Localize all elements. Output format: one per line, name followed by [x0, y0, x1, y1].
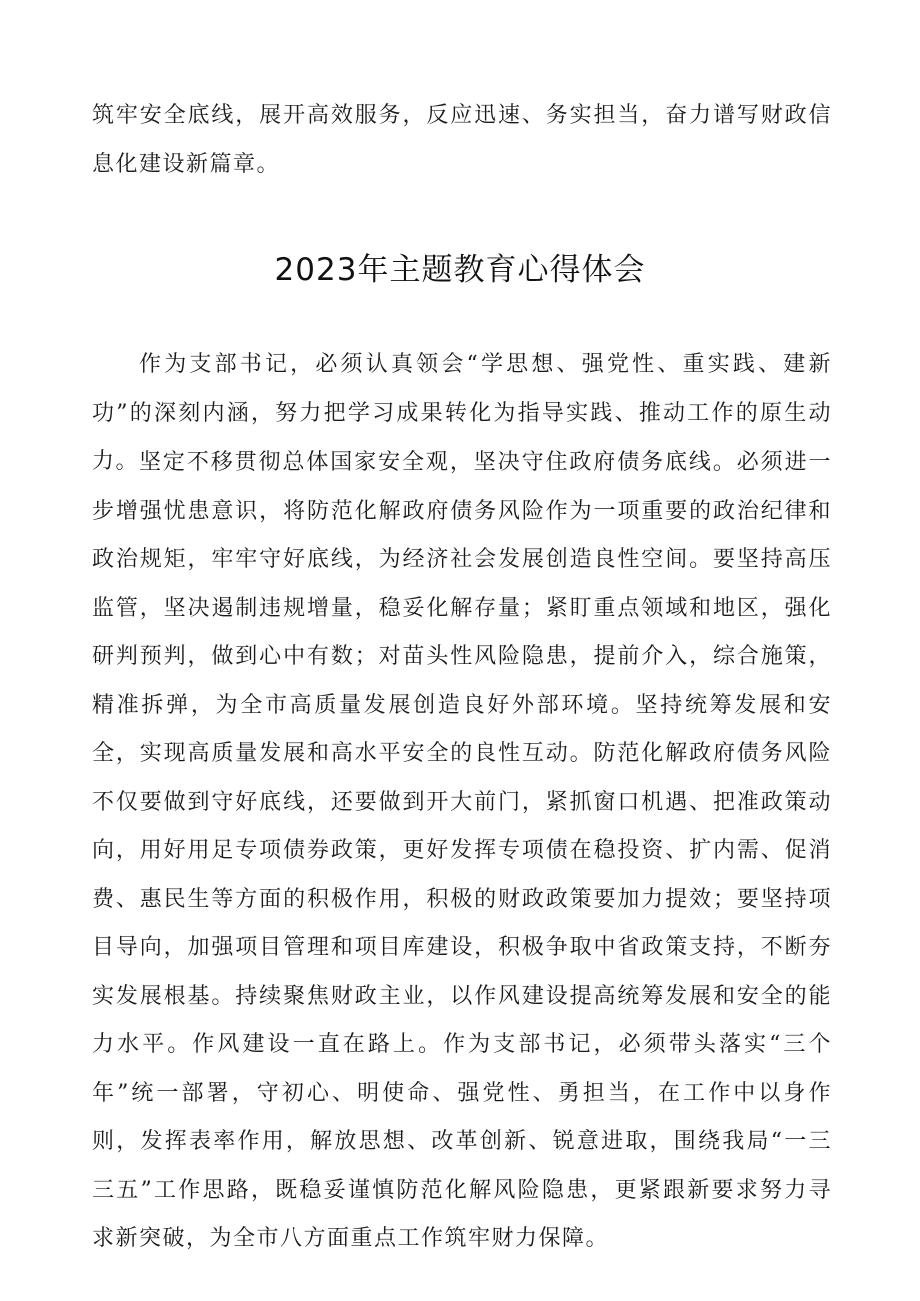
page-title: 2023年主题教育心得体会: [274, 252, 646, 288]
body-paragraph-2: 坚定不移贯彻总体国家安全观，坚决守住政府债务底线。必须进一步增强忧患意识，将防范化解政府债务风险作为一项重要的政治纪律和政治规矩，牢牢守好底线，为经济社会发展创造良性空间。要坚持高压监管，坚决遏制违规增量，稳妥化解存量；紧盯重点领域和地区，强化研判预判，做到心中有数；对苗头性风险隐患，提前介入，综合施策，精准拆弹，为全市高质量发展创造良好外部环境。坚持统筹发展和安全，实现高质量发展和高水平安全的良性互动。防范化解政府债务风险不仅要做到守好底线，还要做到开大前门，紧抓窗口机遇、把准政策动向，用好用足专项债券政策，更好发挥专项债在稳投资、扩内需、促消费、惠民生等方面的积极作用，积极的财政政策要加力提效；要坚持项目导向，加强项目管理和项目库建设，积极争取中省政策支持，不断夯实发展根基。持续聚焦财政主业，以作风建设提高统筹发展和安全的能力水平。作风建设一直在路上。作为支部书记，必须带头落实“三个年”统一部署，守初心、明使命、强党性、勇担当，在工作中以身作则，发挥表率作用，解放思想、改革创新、锐意进取，围绕我局“一三三五”工作思路，既稳妥谨慎防范化解风险隐患，更紧跟新要求努力寻求新突破，为全市八方面重点工作筑牢财力保障。: [92, 450, 832, 1251]
body-paragraph-1: 作为支部书记，必须认真领会“学思想、强党性、重实践、建新功”的深刻内涵，努力把学习成果转化为指导实践、推动工作的原生动力。: [92, 352, 832, 474]
continuation-paragraph: 筑牢安全底线，展开高效服务，反应迅速、务实担当，奋力谱写财政信息化建设新篇章。: [92, 103, 832, 177]
